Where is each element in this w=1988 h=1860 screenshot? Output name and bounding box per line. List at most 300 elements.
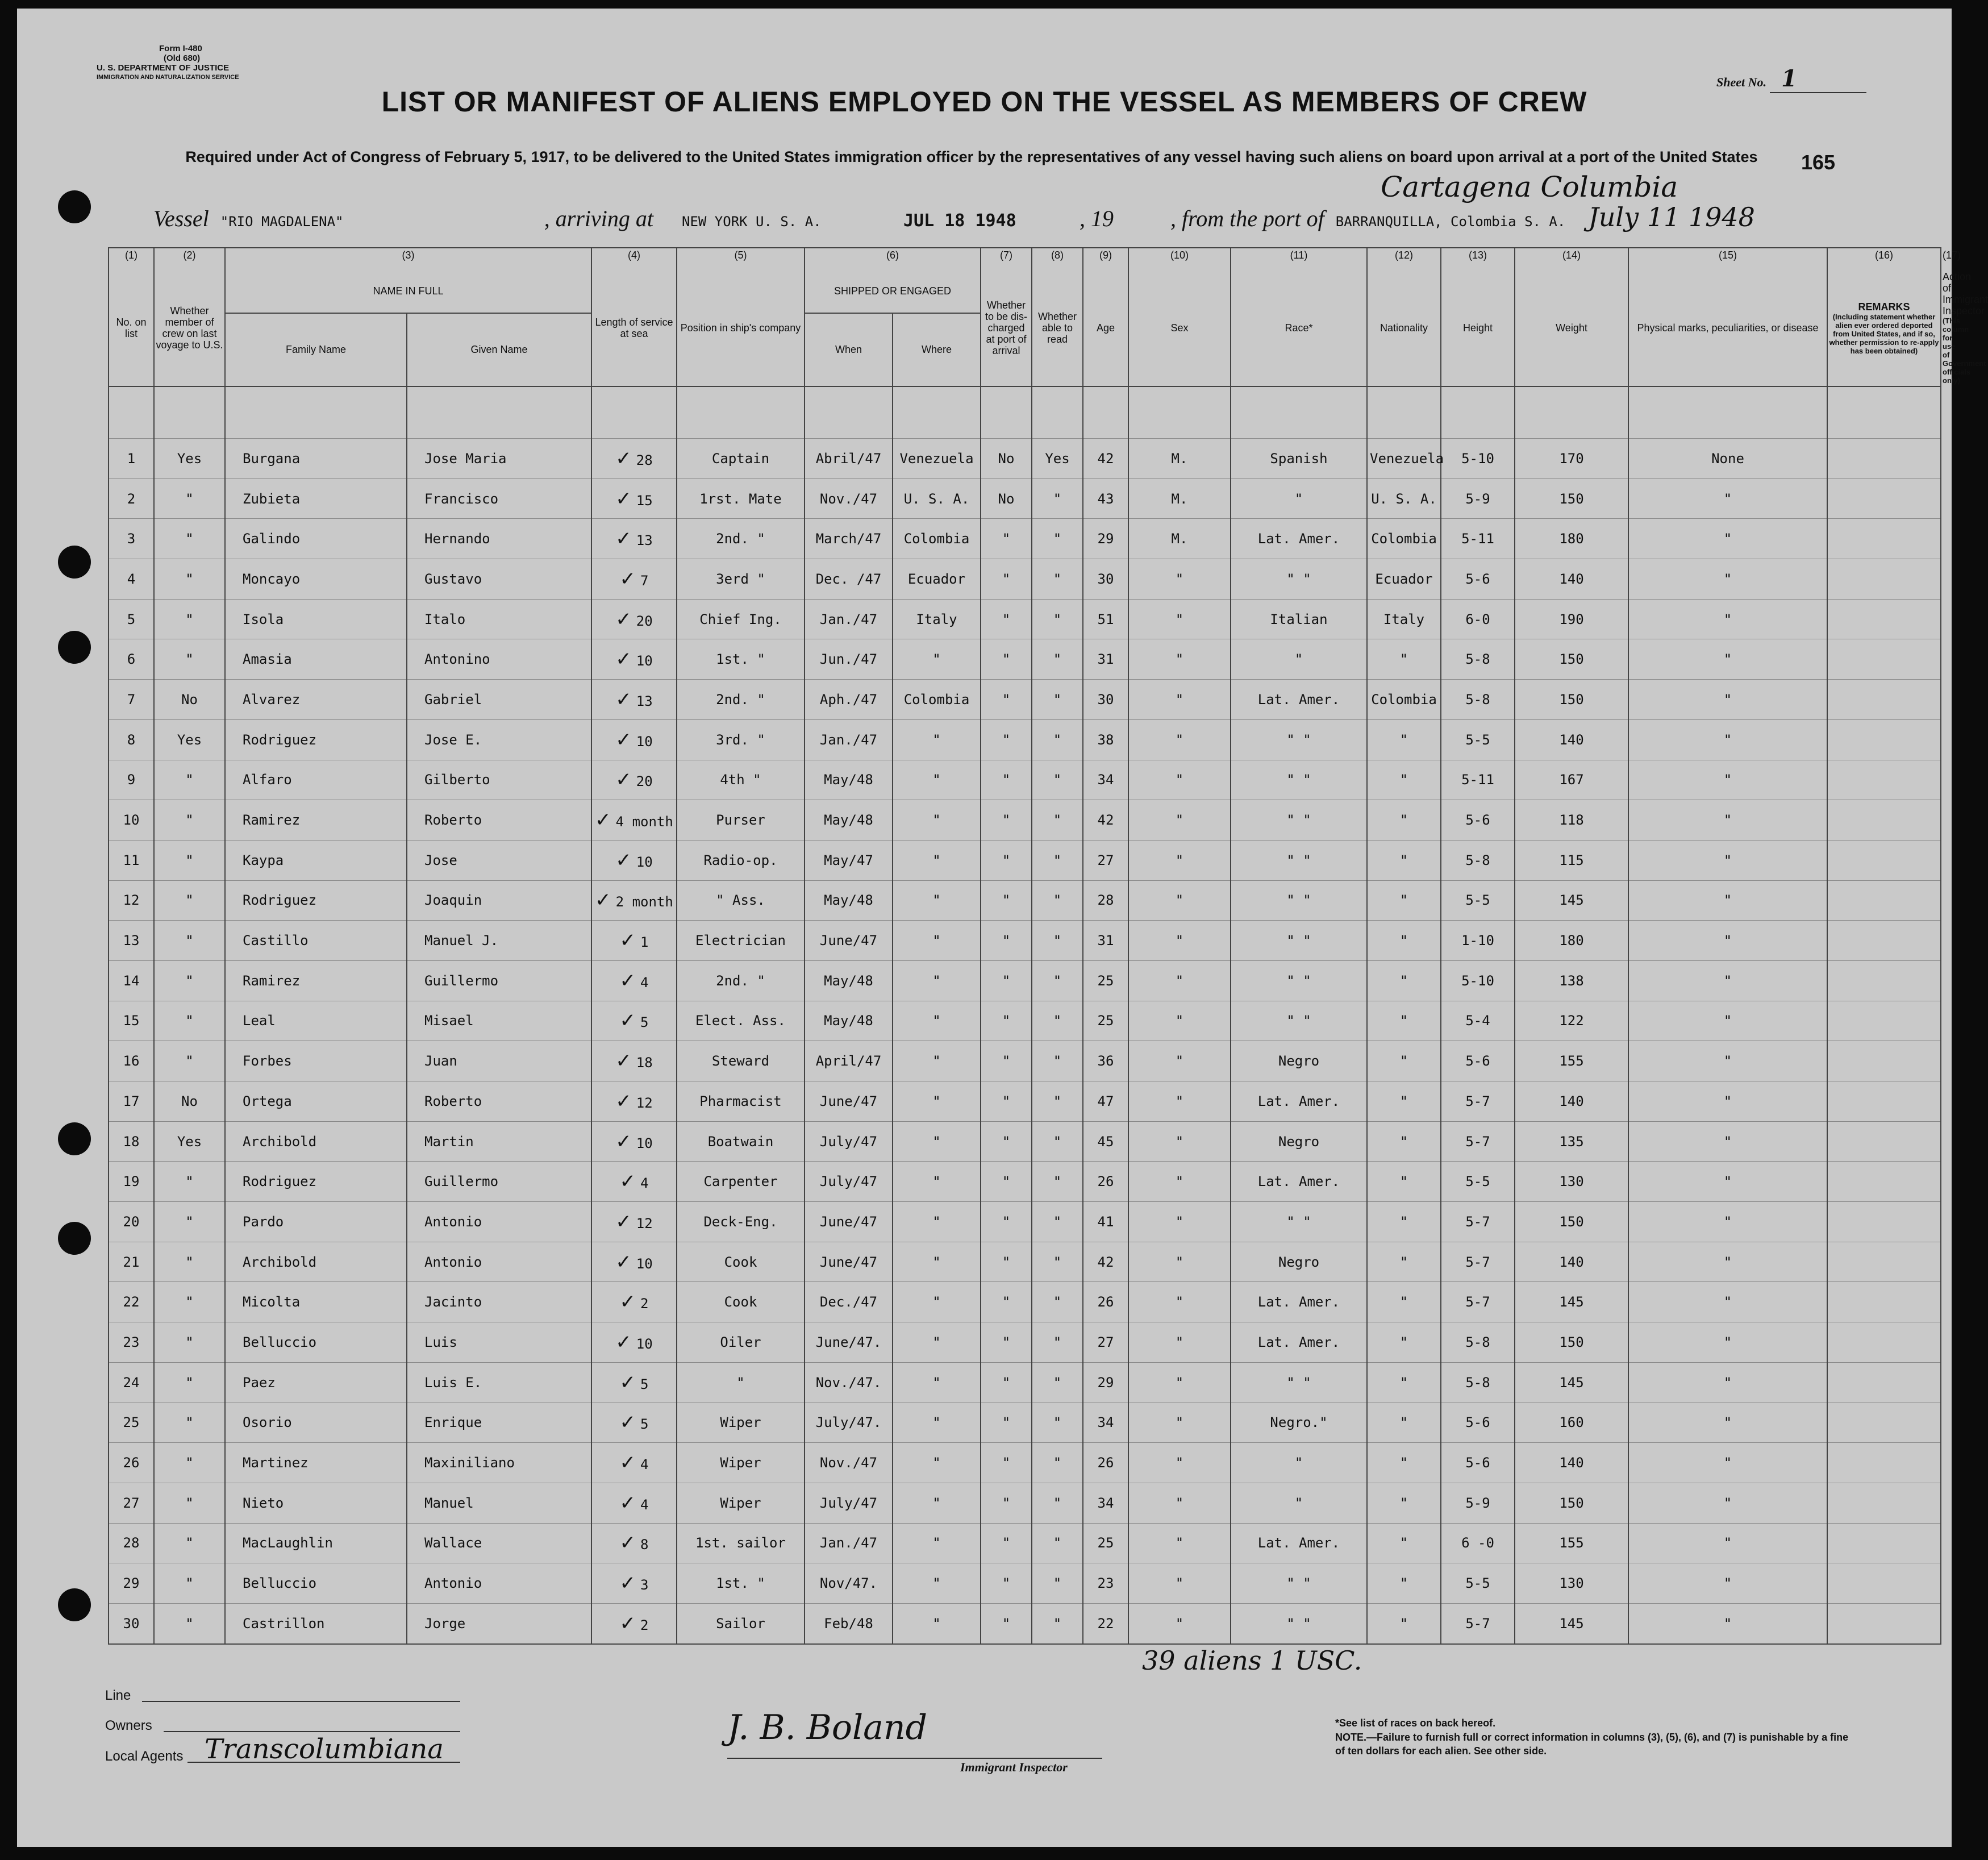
cell-read: " — [1032, 1162, 1083, 1202]
cell-family: Amasia — [225, 639, 407, 680]
cell-position: Cook — [677, 1242, 805, 1282]
cell-given: Wallace — [407, 1523, 591, 1563]
cell-remarks — [1827, 599, 1941, 639]
cell-nat: " — [1367, 1121, 1441, 1162]
checkmark-icon: ✓ — [619, 1170, 636, 1193]
cell-sex: " — [1128, 1041, 1231, 1081]
sheet-value: 1 — [1770, 65, 1866, 93]
cell-when: Jan./47 — [805, 719, 893, 760]
cell-sex: " — [1128, 880, 1231, 921]
col-num-2: (2) — [154, 248, 225, 270]
cell-nat: " — [1367, 1443, 1441, 1483]
empty-cell — [225, 386, 407, 439]
cell-marks: " — [1628, 719, 1827, 760]
cell-weight: 150 — [1515, 1202, 1628, 1242]
cell-sex: " — [1128, 921, 1231, 961]
col-num-5: (5) — [677, 248, 805, 270]
col-num-8: (8) — [1032, 248, 1083, 270]
cell-when: May/48 — [805, 880, 893, 921]
header-nationality: Nationality — [1367, 270, 1441, 386]
cell-when: Jan./47 — [805, 599, 893, 639]
cell-age: 26 — [1083, 1282, 1128, 1322]
cell-age: 29 — [1083, 519, 1128, 559]
cell-height: 5-10 — [1441, 960, 1515, 1001]
cell-where: " — [893, 1322, 981, 1363]
checkmark-icon: ✓ — [615, 1130, 632, 1153]
cell-height: 5-7 — [1441, 1282, 1515, 1322]
cell-service — [591, 1483, 677, 1523]
service-value: 4 — [640, 974, 649, 991]
cell-marks: " — [1628, 1162, 1827, 1202]
cell-family: Burgana — [225, 439, 407, 479]
cell-given: Roberto — [407, 800, 591, 840]
cell-remarks — [1827, 1242, 1941, 1282]
cell-marks: " — [1628, 1322, 1827, 1363]
cell-sex: " — [1128, 1162, 1231, 1202]
cell-age: 42 — [1083, 439, 1128, 479]
table-row — [109, 1563, 1941, 1604]
checkmark-icon: ✓ — [615, 607, 632, 631]
cell-nat: " — [1367, 800, 1441, 840]
cell-no: 23 — [109, 1322, 154, 1363]
service-value: 2 month — [615, 894, 673, 910]
cell-weight: 150 — [1515, 639, 1628, 680]
cell-age: 28 — [1083, 880, 1128, 921]
cell-position: Electrician — [677, 921, 805, 961]
cell-disch: No — [981, 478, 1032, 519]
cell-marks: " — [1628, 1563, 1827, 1604]
table-row — [109, 719, 1941, 760]
service-value: 20 — [636, 773, 653, 790]
cell-family: Osorio — [225, 1403, 407, 1443]
checkmark-icon: ✓ — [615, 487, 632, 510]
cell-disch: " — [981, 599, 1032, 639]
column-number-row: (1) (2) (3) (4) (5) (6) (7) (8) (9) (10) (11) (12) (13) (14) (15) (16) (17) — [109, 248, 1941, 270]
cell-height: 6-0 — [1441, 599, 1515, 639]
cell-no: 2 — [109, 478, 154, 519]
cell-remarks — [1827, 559, 1941, 600]
cell-remarks — [1827, 680, 1941, 720]
cell-family: Martinez — [225, 1443, 407, 1483]
cell-last: " — [154, 760, 225, 800]
service-value: 3 — [640, 1577, 649, 1593]
cell-height: 5-6 — [1441, 559, 1515, 600]
header-name-in-full: NAME IN FULL — [225, 270, 591, 313]
table-row — [109, 760, 1941, 800]
cell-age: 31 — [1083, 639, 1128, 680]
checkmark-icon: ✓ — [595, 809, 611, 832]
cell-disch: No — [981, 439, 1032, 479]
cell-position: 3rd. " — [677, 719, 805, 760]
cell-read: " — [1032, 1563, 1083, 1604]
cell-race: Lat. Amer. — [1231, 1322, 1367, 1363]
cell-family: Forbes — [225, 1041, 407, 1081]
service-value: 5 — [640, 1376, 649, 1392]
cell-family: Galindo — [225, 519, 407, 559]
cell-disch: " — [981, 1162, 1032, 1202]
cell-marks: " — [1628, 559, 1827, 600]
cell-last: Yes — [154, 719, 225, 760]
cell-position: Elect. Ass. — [677, 1001, 805, 1041]
cell-sex: " — [1128, 1121, 1231, 1162]
checkmark-icon: ✓ — [615, 728, 632, 751]
service-value: 12 — [636, 1095, 653, 1111]
cell-weight: 180 — [1515, 921, 1628, 961]
cell-age: 43 — [1083, 478, 1128, 519]
cell-marks: " — [1628, 1523, 1827, 1563]
service-value: 10 — [636, 1255, 653, 1272]
cell-when: Nov./47 — [805, 1443, 893, 1483]
col-num-16: (16) — [1827, 248, 1941, 270]
checkmark-icon: ✓ — [619, 929, 636, 952]
cell-no: 1 — [109, 439, 154, 479]
header-race: Race* — [1231, 270, 1367, 386]
cell-disch: " — [981, 800, 1032, 840]
header-last-voyage: Whether member of crew on last voyage to U.S. — [154, 270, 225, 386]
empty-cell — [677, 386, 805, 439]
cell-age: 25 — [1083, 1523, 1128, 1563]
cell-weight: 155 — [1515, 1041, 1628, 1081]
cell-position: Boatwain — [677, 1121, 805, 1162]
cell-remarks — [1827, 519, 1941, 559]
cell-when: June/47 — [805, 1081, 893, 1122]
cell-remarks — [1827, 1202, 1941, 1242]
cell-no: 13 — [109, 921, 154, 961]
table-row — [109, 880, 1941, 921]
cell-when: June/47. — [805, 1322, 893, 1363]
cell-disch: " — [981, 1202, 1032, 1242]
cell-age: 36 — [1083, 1041, 1128, 1081]
cell-read: " — [1032, 800, 1083, 840]
cell-when: June/47 — [805, 1202, 893, 1242]
cell-weight: 140 — [1515, 1242, 1628, 1282]
cell-last: " — [154, 1403, 225, 1443]
cell-sex: " — [1128, 760, 1231, 800]
cell-race: " — [1231, 1443, 1367, 1483]
cell-no: 26 — [109, 1443, 154, 1483]
empty-cell — [1515, 386, 1628, 439]
checkmark-icon: ✓ — [615, 447, 632, 470]
cell-family: Rodriguez — [225, 880, 407, 921]
cell-no: 12 — [109, 880, 154, 921]
cell-read: Yes — [1032, 439, 1083, 479]
binder-hole — [58, 1222, 91, 1255]
cell-disch: " — [981, 680, 1032, 720]
cell-no: 21 — [109, 1242, 154, 1282]
cell-race: Negro — [1231, 1242, 1367, 1282]
cell-disch: " — [981, 1121, 1032, 1162]
cell-weight: 145 — [1515, 1362, 1628, 1403]
cell-given: Jose Maria — [407, 439, 591, 479]
cell-read: " — [1032, 1403, 1083, 1443]
cell-nat: " — [1367, 1322, 1441, 1363]
table-row — [109, 1443, 1941, 1483]
cell-nat: Colombia — [1367, 519, 1441, 559]
document-title: LIST OR MANIFEST OF ALIENS EMPLOYED ON THE VESSEL AS MEMBERS OF CREW — [381, 86, 1587, 118]
col-num-4: (4) — [591, 248, 677, 270]
cell-position: 2nd. " — [677, 960, 805, 1001]
cell-weight: 150 — [1515, 1483, 1628, 1523]
cell-height: 5-10 — [1441, 439, 1515, 479]
cell-age: 34 — [1083, 1483, 1128, 1523]
cell-position: Deck-Eng. — [677, 1202, 805, 1242]
cell-disch: " — [981, 1282, 1032, 1322]
cell-position: Pharmacist — [677, 1081, 805, 1122]
arrival-port: NEW YORK U. S. A. — [682, 214, 822, 230]
cell-where: " — [893, 760, 981, 800]
cell-read: " — [1032, 1001, 1083, 1041]
cell-given: Maxiniliano — [407, 1443, 591, 1483]
header-shipped-engaged: SHIPPED OR ENGAGED — [805, 270, 981, 313]
cell-no: 24 — [109, 1362, 154, 1403]
cell-read: " — [1032, 1443, 1083, 1483]
checkmark-icon: ✓ — [619, 1491, 636, 1514]
header-no-on-list: No. on list — [109, 270, 154, 386]
manifest-page — [17, 9, 1988, 1847]
cell-weight: 145 — [1515, 1603, 1628, 1643]
cell-marks: " — [1628, 960, 1827, 1001]
cell-race: Negro — [1231, 1041, 1367, 1081]
col-num-15: (15) — [1628, 248, 1827, 270]
cell-position: Steward — [677, 1041, 805, 1081]
cell-sex: " — [1128, 1081, 1231, 1122]
cell-position: Wiper — [677, 1403, 805, 1443]
arrival-date-stamp: JUL 18 1948 — [903, 211, 1016, 231]
owners-field — [164, 1731, 460, 1732]
cell-sex: " — [1128, 1563, 1231, 1604]
empty-cell — [1231, 386, 1367, 439]
table-row — [109, 559, 1941, 600]
cell-weight: 167 — [1515, 760, 1628, 800]
cell-nat: " — [1367, 1523, 1441, 1563]
cell-family: Alfaro — [225, 760, 407, 800]
binder-hole — [58, 1588, 91, 1621]
cell-last: " — [154, 1282, 225, 1322]
cell-read: " — [1032, 1483, 1083, 1523]
service-value: 4 month — [615, 814, 673, 830]
cell-disch: " — [981, 559, 1032, 600]
empty-cell — [407, 386, 591, 439]
sheet-label: Sheet No. — [1716, 75, 1766, 89]
cell-position: Purser — [677, 800, 805, 840]
cell-service — [591, 1041, 677, 1081]
cell-sex: " — [1128, 599, 1231, 639]
cell-where: " — [893, 1603, 981, 1643]
checkmark-icon: ✓ — [615, 848, 632, 872]
cell-no: 16 — [109, 1041, 154, 1081]
cell-nat: " — [1367, 1483, 1441, 1523]
cell-read: " — [1032, 519, 1083, 559]
cell-when: March/47 — [805, 519, 893, 559]
cell-position: 4th " — [677, 760, 805, 800]
checkmark-icon: ✓ — [615, 648, 632, 671]
cell-read: " — [1032, 1242, 1083, 1282]
cell-remarks — [1827, 1362, 1941, 1403]
cell-nat: Italy — [1367, 599, 1441, 639]
cell-last: " — [154, 1523, 225, 1563]
cell-where: " — [893, 1041, 981, 1081]
inspector-signature: J. B. Boland — [727, 1708, 928, 1747]
cell-family: Pardo — [225, 1202, 407, 1242]
checkmark-icon: ✓ — [619, 1371, 636, 1394]
cell-no: 8 — [109, 719, 154, 760]
col-num-7: (7) — [981, 248, 1032, 270]
cell-where: " — [893, 960, 981, 1001]
cell-service — [591, 1563, 677, 1604]
cell-no: 15 — [109, 1001, 154, 1041]
table-row — [109, 1603, 1941, 1643]
cell-given: Luis E. — [407, 1362, 591, 1403]
cell-position: 2nd. " — [677, 680, 805, 720]
service-value: 4 — [640, 1496, 649, 1513]
arriving-label: , arriving at — [544, 206, 653, 231]
line-label: Line — [105, 1688, 131, 1703]
cell-remarks — [1827, 1603, 1941, 1643]
cell-given: Antonio — [407, 1242, 591, 1282]
cell-marks: " — [1628, 639, 1827, 680]
vessel-label: Vessel — [153, 206, 209, 231]
cell-weight: 145 — [1515, 1282, 1628, 1322]
cell-last: " — [154, 1563, 225, 1604]
service-value: 15 — [636, 492, 653, 509]
cell-where: U. S. A. — [893, 478, 981, 519]
checkmark-icon: ✓ — [615, 527, 632, 551]
binder-hole — [58, 190, 91, 223]
cell-last: " — [154, 519, 225, 559]
cell-where: " — [893, 1483, 981, 1523]
cell-service — [591, 1202, 677, 1242]
cell-marks: " — [1628, 880, 1827, 921]
cell-family: MacLaughlin — [225, 1523, 407, 1563]
cell-height: 5-5 — [1441, 880, 1515, 921]
cell-weight: 130 — [1515, 1563, 1628, 1604]
cell-sex: M. — [1128, 478, 1231, 519]
cell-family: Alvarez — [225, 680, 407, 720]
cell-position: Oiler — [677, 1322, 805, 1363]
cell-weight: 150 — [1515, 478, 1628, 519]
cell-race: " — [1231, 639, 1367, 680]
cell-service — [591, 760, 677, 800]
header-remarks — [1827, 270, 1941, 386]
col-num-14: (14) — [1515, 248, 1628, 270]
empty-cell — [1128, 386, 1231, 439]
cell-nat: " — [1367, 1603, 1441, 1643]
cell-family: Leal — [225, 1001, 407, 1041]
cell-position: Sailor — [677, 1603, 805, 1643]
col-num-9: (9) — [1083, 248, 1128, 270]
cell-remarks — [1827, 639, 1941, 680]
cell-age: 31 — [1083, 921, 1128, 961]
cell-where: Colombia — [893, 519, 981, 559]
cell-sex: " — [1128, 719, 1231, 760]
cell-disch: " — [981, 519, 1032, 559]
cell-when: Nov./47 — [805, 478, 893, 519]
cell-given: Joaquin — [407, 880, 591, 921]
cell-marks: " — [1628, 478, 1827, 519]
checkmark-icon: ✓ — [619, 969, 636, 992]
cell-when: Dec./47 — [805, 1282, 893, 1322]
cell-race: Lat. Amer. — [1231, 1282, 1367, 1322]
cell-marks: " — [1628, 1202, 1827, 1242]
agents-value: Transcolumbiana — [205, 1733, 444, 1765]
cell-nat: " — [1367, 760, 1441, 800]
empty-cell — [1032, 386, 1083, 439]
cell-sex: " — [1128, 1322, 1231, 1363]
cell-family: Nieto — [225, 1483, 407, 1523]
checkmark-icon: ✓ — [595, 889, 611, 912]
cell-disch: " — [981, 880, 1032, 921]
stamp-number: 165 — [1801, 151, 1836, 174]
cell-marks: " — [1628, 1603, 1827, 1643]
empty-cell — [1367, 386, 1441, 439]
cell-height: 5-8 — [1441, 1322, 1515, 1363]
cell-race: " " — [1231, 559, 1367, 600]
cell-marks: " — [1628, 519, 1827, 559]
cell-race: " " — [1231, 960, 1367, 1001]
cell-where: " — [893, 800, 981, 840]
cell-sex: " — [1128, 559, 1231, 600]
cell-service — [591, 800, 677, 840]
header-given-name: Given Name — [407, 313, 591, 386]
cell-remarks — [1827, 1443, 1941, 1483]
cell-where: " — [893, 1563, 981, 1604]
cell-race: Lat. Amer. — [1231, 1523, 1367, 1563]
cell-read: " — [1032, 1081, 1083, 1122]
cell-height: 5-6 — [1441, 1443, 1515, 1483]
cell-age: 26 — [1083, 1162, 1128, 1202]
cell-sex: " — [1128, 1242, 1231, 1282]
cell-race: Lat. Amer. — [1231, 1162, 1367, 1202]
empty-cell — [805, 386, 893, 439]
cell-age: 30 — [1083, 680, 1128, 720]
cell-where: " — [893, 639, 981, 680]
checkmark-icon: ✓ — [619, 567, 636, 590]
cell-remarks — [1827, 1041, 1941, 1081]
cell-last: " — [154, 800, 225, 840]
cell-height: 5-9 — [1441, 1483, 1515, 1523]
cell-family: Belluccio — [225, 1563, 407, 1604]
cell-sex: " — [1128, 960, 1231, 1001]
binder-hole — [58, 631, 91, 664]
cell-when: Dec. /47 — [805, 559, 893, 600]
cell-read: " — [1032, 880, 1083, 921]
cell-remarks — [1827, 921, 1941, 961]
cell-when: July/47 — [805, 1162, 893, 1202]
cell-given: Jose E. — [407, 719, 591, 760]
cell-height: 5-7 — [1441, 1202, 1515, 1242]
cell-last: " — [154, 1202, 225, 1242]
cell-no: 25 — [109, 1403, 154, 1443]
from-port-label: , from the port of — [1170, 206, 1324, 231]
cell-when: Jan./47 — [805, 1523, 893, 1563]
checkmark-icon: ✓ — [615, 1210, 632, 1233]
cell-when: May/48 — [805, 760, 893, 800]
cell-sex: " — [1128, 1362, 1231, 1403]
cell-no: 3 — [109, 519, 154, 559]
cell-sex: M. — [1128, 439, 1231, 479]
cell-age: 26 — [1083, 1443, 1128, 1483]
cell-race: " " — [1231, 1001, 1367, 1041]
cell-service — [591, 1121, 677, 1162]
table-row — [109, 639, 1941, 680]
table-row — [109, 439, 1941, 479]
cell-age: 25 — [1083, 960, 1128, 1001]
checkmark-icon: ✓ — [615, 1050, 632, 1073]
cell-race: " " — [1231, 719, 1367, 760]
cell-marks: " — [1628, 1483, 1827, 1523]
cell-when: May/48 — [805, 1001, 893, 1041]
col-num-10: (10) — [1128, 248, 1231, 270]
